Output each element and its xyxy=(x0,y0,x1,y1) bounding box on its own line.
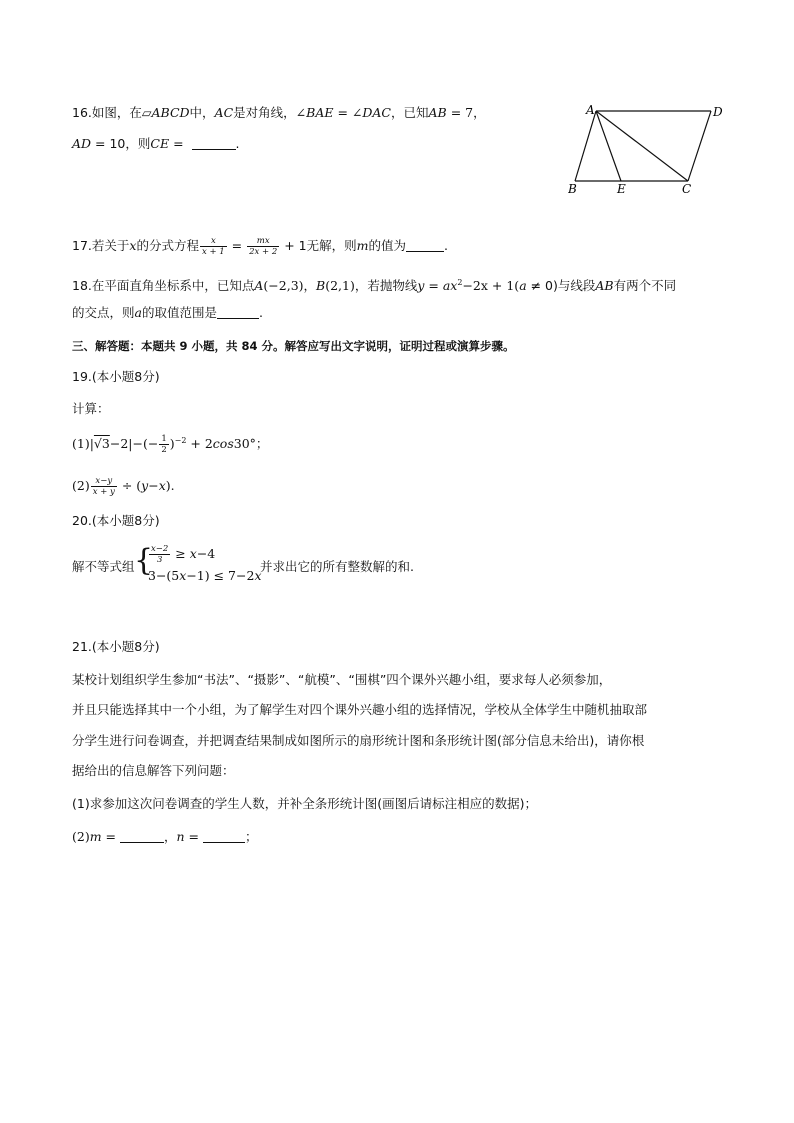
fraction: $\frac{1}{2}$ xyxy=(161,434,167,456)
q20-heading: 20.(本小题8分) xyxy=(72,513,160,528)
answer-blank xyxy=(217,318,259,319)
fraction: $\frac{x-2}{3}$ xyxy=(151,544,169,565)
q19-lead: 计算： xyxy=(72,401,110,416)
label-B: B xyxy=(568,182,577,196)
answer-blank xyxy=(406,251,444,252)
label-D: D xyxy=(713,105,723,119)
q19-part1: (1)|√3−2|−(− $\frac{1}{2}$ )$^{-2}$ + 2cos30°； xyxy=(72,434,269,456)
q16-line2: AD = 10，则CE = . xyxy=(72,136,240,151)
q21-heading: 21.(本小题8分) xyxy=(72,639,160,654)
label-E: E xyxy=(617,182,626,196)
answer-blank xyxy=(192,149,236,150)
q21-sub-2: (2)m = ，n = ； xyxy=(72,829,258,844)
q21-para-1: 某校计划组织学生参加“书法”、“摄影”、“航模”、“围棋”四个课外兴趣小组，要求每人必须参加， xyxy=(72,672,612,687)
q19-part2: (2) $\frac{x-y}{x + y}$ ÷ (y−x). xyxy=(72,476,175,497)
q21-para-2: 并且只能选择其中一个小组，为了解学生对四个课外兴趣小组的选择情况，学校从全体学生中随机抽取部 xyxy=(72,702,648,717)
q21-sub-1: (1)求参加这次问卷调查的学生人数，并补全条形统计图(画图后请标注相应的数据)； xyxy=(72,796,537,811)
section-heading: 三、解答题：本题共 9 小题，共 84 分。解答应写出文字说明，证明过程或演算步骤。 xyxy=(72,339,515,353)
fraction: $\frac{x}{x + 1}$ xyxy=(201,236,225,257)
parallelogram-figure xyxy=(568,95,738,205)
q19-heading: 19.(本小题8分) xyxy=(72,369,160,384)
q18-line2: 的交点，则a的取值范围是 . xyxy=(72,305,263,320)
label-C: C xyxy=(682,182,692,196)
label-A: A xyxy=(586,103,595,117)
answer-blank xyxy=(203,842,245,843)
brace: { xyxy=(134,543,154,578)
q16-line1: 16.如图，在▱ABCD中，AC是对角线，∠BAE = ∠DAC，已知AB = 7， xyxy=(72,105,486,120)
fraction: $\frac{mx}{2x + 2}$ xyxy=(249,236,278,257)
q18-line1: 18.在平面直角坐标系中，已知点A(−2,3)，B(2,1)，若抛物线$y = ax^2-2x + 1(a \ne 0)$与线段AB有两个不同 xyxy=(72,278,677,294)
q21-para-3: 分学生进行问卷调查，并把调查结果制成如图所示的扇形统计图和条形统计图(部分信息未给出)，请你根 xyxy=(72,733,645,748)
q21-para-4: 据给出的信息解答下列问题： xyxy=(72,763,235,778)
inequality-row-1: $\frac{x-2}{3}$ ≥ x−4 xyxy=(151,544,216,565)
inequality-row-2: 3−(5x−1) ≤ 7−2x xyxy=(148,568,262,583)
fraction: $\frac{x-y}{x + y}$ xyxy=(92,476,115,497)
answer-blank xyxy=(120,842,164,843)
q17-line: 17.若关于x的分式方程 $\frac{x}{x + 1}$ = $\frac{mx}{2x + 2}$ + 1无解，则m的值为 . xyxy=(72,236,448,257)
